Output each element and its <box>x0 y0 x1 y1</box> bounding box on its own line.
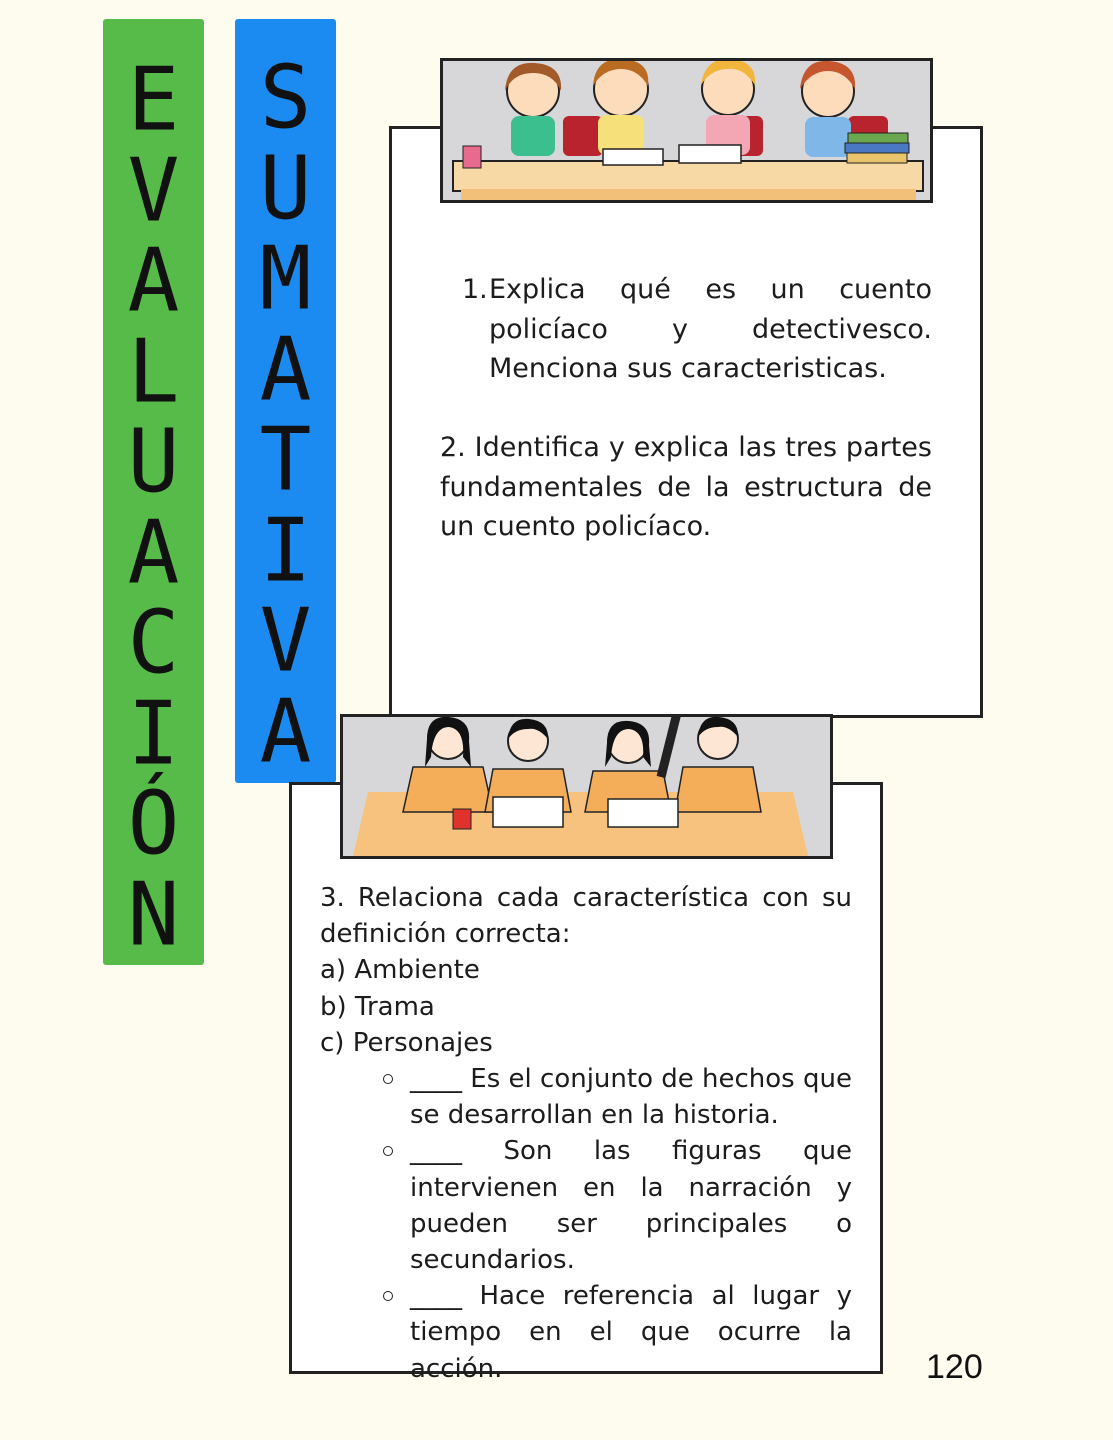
sumativa-vertical-title <box>235 19 336 783</box>
title-letter: A <box>259 680 312 783</box>
question-1 <box>462 270 932 389</box>
question-2: 2. Identifica y explica las tres partes fundamentales de la estructura de un cuento policíaco. <box>440 432 932 542</box>
title-letter: U <box>127 410 180 513</box>
option-a: a) Ambiente <box>320 955 480 986</box>
list-item <box>320 1278 852 1387</box>
option-c: c) Personajes <box>320 1027 493 1058</box>
title-letter: A <box>127 229 180 332</box>
title-letter: V <box>127 139 180 242</box>
question-3-intro: 3. Relaciona cada característica con su definición correcta: <box>320 883 852 950</box>
title-letter: N <box>127 863 180 966</box>
circle-bullet-icon <box>383 1074 393 1084</box>
title-letter: Ó <box>127 772 180 875</box>
question-card-top <box>389 126 983 718</box>
definition-text: ____ Es el conjunto de hechos que se desarrollan en la historia. <box>410 1064 852 1131</box>
title-letter: I <box>259 499 312 602</box>
circle-bullet-icon <box>383 1291 393 1301</box>
definition-list <box>320 1061 852 1387</box>
option-b: b) Trama <box>320 991 435 1022</box>
definition-text: ____ Son las figuras que intervienen en la narración y pueden ser principales o secundarios. <box>410 1136 852 1276</box>
question-1-text: Explica qué es un cuento policíaco y detectivesco. Menciona sus caracteristicas. <box>489 274 932 384</box>
list-item <box>320 1133 852 1278</box>
evaluacion-vertical-title <box>103 19 204 965</box>
definition-text: ____ Hace referencia al lugar y tiempo en el que ocurre la acción. <box>410 1281 852 1384</box>
question-3 <box>320 880 852 1387</box>
title-letter: L <box>127 320 180 423</box>
title-letter: V <box>259 589 312 692</box>
title-letter: T <box>259 408 312 511</box>
title-letter: A <box>127 501 180 604</box>
title-letter: S <box>259 46 312 149</box>
title-letter: U <box>259 137 312 240</box>
students-classroom-illustration <box>340 714 833 859</box>
kids-studying-illustration <box>440 58 933 203</box>
title-letter: M <box>259 227 312 330</box>
title-letter: E <box>127 48 180 151</box>
title-letter: A <box>259 318 312 421</box>
circle-bullet-icon <box>383 1146 393 1156</box>
page-number: 120 <box>926 1348 983 1386</box>
title-letter: I <box>127 682 180 785</box>
list-item <box>320 1061 852 1133</box>
question-1-number: 1. <box>462 274 488 305</box>
title-letter: C <box>127 591 180 694</box>
